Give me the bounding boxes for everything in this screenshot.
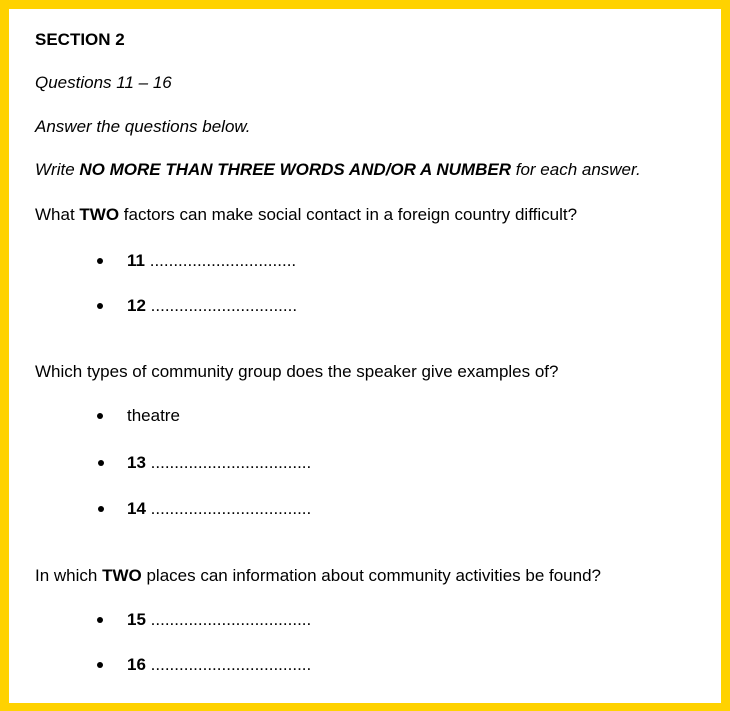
- bullet-icon: [97, 617, 103, 623]
- answer-blank[interactable]: ..................................: [150, 453, 312, 472]
- section-heading: SECTION 2: [35, 30, 125, 49]
- write-rule-suffix: for each answer.: [511, 160, 641, 179]
- question-number: 12: [127, 296, 146, 315]
- question-number: 16: [127, 655, 146, 674]
- bullet-icon: [97, 413, 103, 419]
- write-rule: [35, 160, 641, 180]
- question-number: 14: [127, 499, 146, 518]
- question-factors-emphasis: TWO: [79, 205, 120, 224]
- question-community-groups: Which types of community group does the speaker give examples of?: [35, 362, 559, 381]
- question-factors: [35, 205, 577, 225]
- answer-item-16: [127, 655, 311, 675]
- answer-blank[interactable]: ...............................: [150, 296, 298, 315]
- answer-item-13: [127, 453, 311, 473]
- instruction-text: Answer the questions below.: [35, 117, 251, 136]
- answer-item-12: [127, 296, 297, 316]
- given-example: theatre: [127, 406, 180, 425]
- answer-blank[interactable]: ..................................: [150, 655, 312, 674]
- bullet-icon: [97, 303, 103, 309]
- answer-blank[interactable]: ..................................: [150, 499, 312, 518]
- question-places-prefix: In which: [35, 566, 103, 585]
- question-information-places: [35, 566, 601, 586]
- question-places-emphasis: TWO: [102, 566, 142, 585]
- question-number: 11: [127, 251, 145, 270]
- answer-blank[interactable]: ...............................: [149, 251, 297, 270]
- answer-item-14: [127, 499, 311, 519]
- write-rule-prefix: Write: [35, 160, 80, 179]
- answer-item-11: [127, 251, 296, 271]
- question-number: 15: [127, 610, 146, 629]
- bullet-icon: [97, 258, 103, 264]
- answer-blank[interactable]: ..................................: [150, 610, 312, 629]
- question-factors-suffix: factors can make social contact in a foreign country difficult?: [119, 205, 578, 224]
- questions-range: Questions 11 – 16: [35, 73, 172, 92]
- question-factors-prefix: What: [35, 205, 80, 224]
- question-places-suffix: places can information about community activities be found?: [141, 566, 601, 585]
- bullet-icon: [98, 506, 104, 512]
- question-number: 13: [127, 453, 146, 472]
- answer-item-15: [127, 610, 311, 630]
- bullet-icon: [98, 460, 104, 466]
- bullet-icon: [97, 662, 103, 668]
- write-rule-emphasis: NO MORE THAN THREE WORDS AND/OR A NUMBER: [79, 160, 511, 179]
